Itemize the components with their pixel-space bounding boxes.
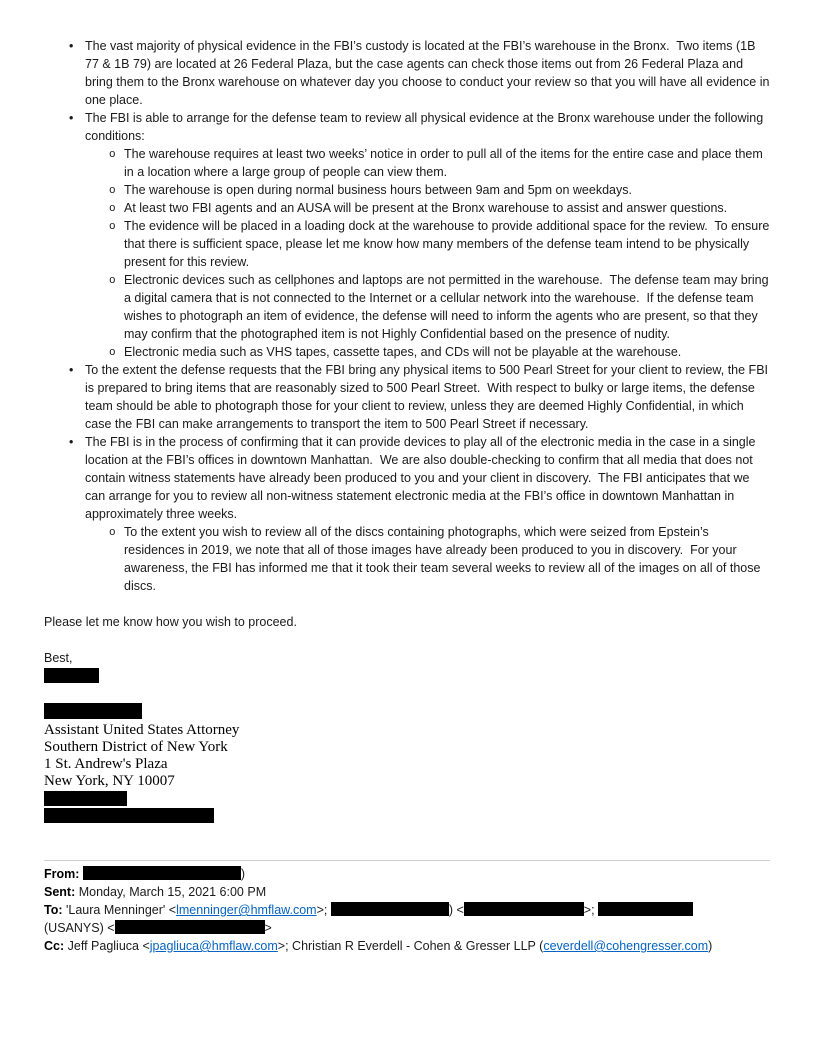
to-separator: >; bbox=[583, 903, 595, 917]
closing-line: Please let me know how you wish to proceed. bbox=[44, 615, 297, 629]
sub-bullet-text: Electronic media such as VHS tapes, cassette tapes, and CDs will not be playable at the warehouse. bbox=[124, 345, 682, 359]
bullet-item bbox=[44, 109, 770, 145]
sub-bullet-item bbox=[44, 523, 770, 595]
to-separator: > bbox=[264, 921, 272, 935]
redaction-bar bbox=[464, 902, 584, 916]
to-recipient-org: (USANYS) < bbox=[44, 921, 115, 935]
sub-bullet-item bbox=[44, 271, 773, 343]
redaction-bar bbox=[44, 703, 142, 719]
email-link[interactable]: ceverdell@cohengresser.com bbox=[543, 939, 709, 953]
circle-bullet-icon: o bbox=[109, 149, 116, 161]
email-link[interactable]: jpagliuca@hmflaw.com bbox=[149, 939, 278, 953]
cc-suffix: ) bbox=[708, 939, 713, 953]
redaction-bar bbox=[115, 920, 265, 934]
to-separator: >; bbox=[316, 903, 328, 917]
sub-bullet-item bbox=[44, 343, 770, 361]
sent-value: Monday, March 15, 2021 6:00 PM bbox=[78, 885, 267, 899]
from-line bbox=[44, 865, 770, 883]
signature-address-line1: 1 St. Andrew's Plaza bbox=[44, 756, 168, 772]
circle-bullet-icon: o bbox=[109, 527, 116, 539]
sub-bullet-text: The warehouse requires at least two weeks’ notice in order to pull all of the items for the entire case and place them in a location where a large group of people can view them. bbox=[124, 147, 767, 179]
signature-address-line2: New York, NY 10007 bbox=[44, 773, 175, 789]
redaction-bar bbox=[331, 902, 449, 916]
circle-bullet-icon: o bbox=[109, 275, 116, 287]
signature-office: Southern District of New York bbox=[44, 739, 228, 755]
sub-bullet-text: The warehouse is open during normal business hours between 9am and 5pm on weekdays. bbox=[124, 183, 632, 197]
from-suffix: ) bbox=[240, 867, 246, 881]
cc-line bbox=[44, 937, 770, 955]
cc-label: Cc: bbox=[44, 939, 65, 953]
sub-bullet-text: The evidence will be placed in a loading dock at the warehouse to provide additional space for the review. To ensure that there is sufficient space, please let me know how many members of the defense team intend to be physically present for this review. bbox=[124, 219, 773, 269]
valediction: Best, bbox=[44, 651, 73, 665]
to-label: To: bbox=[44, 903, 63, 917]
sent-label: Sent: bbox=[44, 885, 76, 899]
to-line bbox=[44, 901, 770, 937]
circle-bullet-icon: o bbox=[109, 221, 116, 233]
circle-bullet-icon: o bbox=[109, 185, 116, 197]
bullet-text: To the extent the defense requests that the FBI bring any physical items to 500 Pearl Street for your client to review, the FBI is prepared to bring items that are reasonably sized to 500 Pearl Street. With respect to bulky or large items, the defense team should be able to photograph those for your client to review, unless they are deemed Highly Confidential, in which case the FBI can make arrangements to transport the item to 500 Pearl Street if necessary. bbox=[85, 363, 772, 431]
sub-bullet-item bbox=[44, 145, 770, 181]
bullet-item bbox=[44, 37, 773, 109]
bullet-icon: • bbox=[69, 39, 74, 53]
redaction-bar bbox=[44, 808, 214, 823]
sub-bullet-text: Electronic devices such as cellphones and laptops are not permitted in the warehouse. The defense team may bring a digital camera that is not connected to the Internet or a cellular network into the warehouse. If the defense team wishes to photograph an item of evidence, the defense will need to inform the agents who are present, so that they may confirm that the photographed item is not Highly Confidential based on the presence of nudity. bbox=[124, 273, 773, 341]
bullet-text: The FBI is in the process of confirming that it can provide devices to play all of the electronic media in the case in a single location at the FBI’s offices in downtown Manhattan. We are also double-checking to confirm that all media that does not contain witness statements have already been produced to you and your client in discovery. The FBI anticipates that we can arrange for you to review all non-witness statement electronic media at the FBI’s office in downtown Manhattan in approximately three weeks. bbox=[85, 435, 759, 521]
bullet-icon: • bbox=[69, 435, 74, 449]
redaction-bar bbox=[44, 668, 99, 683]
bullet-text: The FBI is able to arrange for the defense team to review all physical evidence at the Bronx warehouse under the following conditions: bbox=[85, 111, 767, 143]
circle-bullet-icon: o bbox=[109, 347, 116, 359]
redaction-bar bbox=[83, 866, 241, 880]
to-separator: ) < bbox=[448, 903, 464, 917]
cc-recipient: Jeff Pagliuca < bbox=[67, 939, 150, 953]
bullet-item bbox=[44, 433, 770, 523]
bullet-item bbox=[44, 361, 770, 433]
sub-bullet-item bbox=[44, 217, 773, 271]
bullet-list bbox=[44, 37, 773, 595]
cc-separator: >; Christian R Everdell - Cohen & Gresser LLP ( bbox=[277, 939, 544, 953]
bullet-icon: • bbox=[69, 111, 74, 125]
to-recipient: 'Laura Menninger' < bbox=[66, 903, 177, 917]
sent-line bbox=[44, 883, 770, 901]
circle-bullet-icon: o bbox=[109, 203, 116, 215]
sub-bullet-item bbox=[44, 181, 770, 199]
signature-title: Assistant United States Attorney bbox=[44, 722, 240, 738]
sub-bullet-text: To the extent you wish to review all of the discs containing photographs, which were seized from Epstein’s residences in 2019, we note that all of those images have already been produced to you in discovery. For your awareness, the FBI has informed me that it took their team several weeks to review all of the images on all of those discs. bbox=[124, 525, 764, 593]
sub-bullet-text: At least two FBI agents and an AUSA will be present at the Bronx warehouse to assist and answer questions. bbox=[124, 201, 728, 215]
from-label: From: bbox=[44, 867, 80, 881]
divider bbox=[44, 860, 770, 861]
sub-bullet-item bbox=[44, 199, 770, 217]
redaction-bar bbox=[44, 791, 127, 806]
bullet-text: The vast majority of physical evidence in the FBI’s custody is located at the FBI’s warehouse in the Bronx. Two items (1B 77 & 1B 79) are located at 26 Federal Plaza, but the case agents can check those items out from 26 Federal Plaza and bring them to the Bronx warehouse on whatever day you choose to conduct your review so that you will have all evidence in one place. bbox=[85, 39, 773, 107]
redaction-bar bbox=[598, 902, 693, 916]
bullet-icon: • bbox=[69, 363, 74, 377]
signature-block bbox=[44, 722, 770, 790]
email-link[interactable]: lmenninger@hmflaw.com bbox=[176, 903, 317, 917]
